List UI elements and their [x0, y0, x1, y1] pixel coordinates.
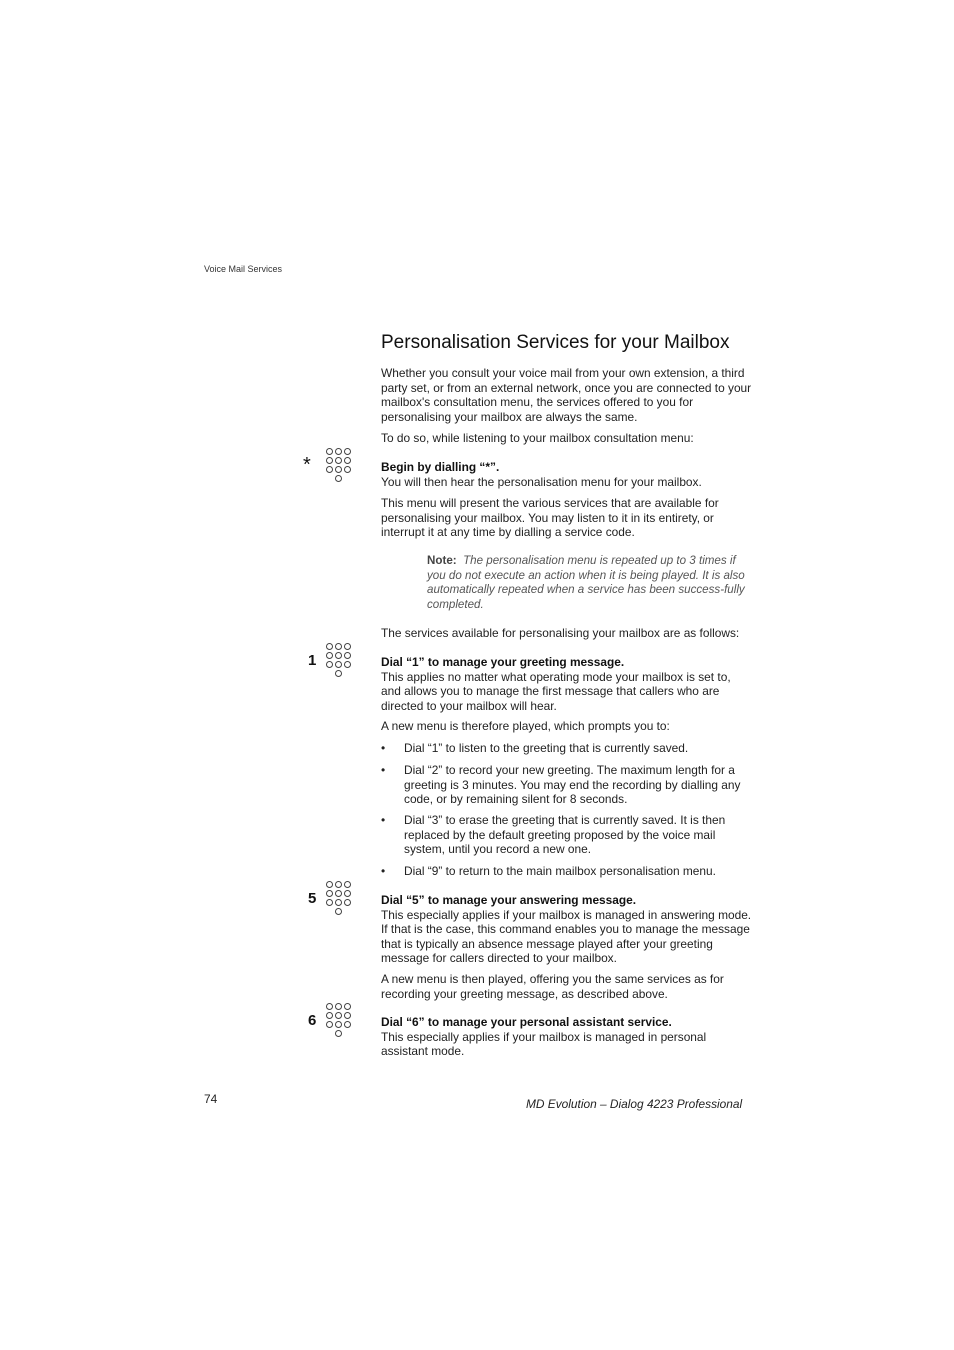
star-step-heading: Begin by dialling “*”.	[381, 460, 500, 474]
keypad-key	[335, 1012, 342, 1019]
keypad-key	[326, 1021, 333, 1028]
step-5	[381, 893, 753, 966]
keypad-key	[326, 661, 333, 668]
menu-description: This menu will present the various services that are available for personalising your mailbox. You may listen to it in its entirety, or interrupt it at any time by dialling a service code.	[381, 496, 719, 539]
star-step-text: You will then hear the personalisation menu for your mailbox.	[381, 474, 702, 489]
step-6-heading: Dial “6” to manage your personal assistant service.	[381, 1015, 672, 1029]
keypad-key	[326, 643, 333, 650]
keypad-key	[326, 1003, 333, 1010]
keypad-key	[335, 890, 342, 897]
step-1-heading: Dial “1” to manage your greeting message.	[381, 655, 625, 669]
keypad-key	[335, 881, 342, 888]
keypad-key	[335, 1030, 342, 1037]
keypad-key	[326, 881, 333, 888]
keypad-key	[344, 466, 351, 473]
key-1-label: 1	[308, 652, 317, 669]
keypad-key	[344, 1003, 351, 1010]
keypad-key	[335, 670, 342, 677]
keypad-key	[335, 457, 342, 464]
keypad-key	[335, 475, 342, 482]
step-1-text: This applies no matter what operating mode your mailbox is set to, and allows you to manage the first message that callers who are directed to your mailbox will hear.	[381, 669, 731, 713]
keypad-icon	[326, 643, 352, 677]
keypad-key	[344, 457, 351, 464]
keypad-key	[344, 448, 351, 455]
keypad-key	[326, 652, 333, 659]
intro-paragraph: Whether you consult your voice mail from your own extension, a third party set, or from an external network, once you are connected to your mailbox's consultation menu, the services offered to you for personalising your mailbox are always the same.	[381, 366, 752, 424]
note-label: Note:	[427, 554, 457, 567]
keypad-key	[335, 652, 342, 659]
keypad-key	[344, 899, 351, 906]
keypad-key	[335, 1003, 342, 1010]
keypad-key	[335, 908, 342, 915]
keypad-key	[326, 457, 333, 464]
keypad-key	[326, 448, 333, 455]
section-header: Voice Mail Services	[204, 264, 283, 274]
keypad-key	[344, 643, 351, 650]
step-1-menu-intro: A new menu is therefore played, which prompts you to:	[381, 719, 670, 733]
keypad-key	[344, 652, 351, 659]
keypad-icon	[326, 881, 352, 915]
keypad-icon	[326, 448, 352, 482]
keypad-icon	[326, 1003, 352, 1037]
keypad-key	[326, 899, 333, 906]
key-6-label: 6	[308, 1012, 317, 1029]
star-key-label: *	[303, 454, 311, 476]
page-title: Personalisation Services for your Mailbox	[381, 332, 730, 353]
step-1	[381, 655, 753, 713]
keypad-key	[344, 661, 351, 668]
keypad-key	[335, 466, 342, 473]
keypad-key	[335, 661, 342, 668]
keypad-key	[344, 881, 351, 888]
keypad-key	[344, 890, 351, 897]
step-6-text: This especially applies if your mailbox is managed in personal assistant mode.	[381, 1029, 707, 1058]
instruction-paragraph: To do so, while listening to your mailbox consultation menu:	[381, 431, 694, 445]
key-5-label: 5	[308, 890, 317, 907]
note-text: The personalisation menu is repeated up to 3 times if you do not execute an action when it is being played. It is also automatically repeated when a service has been success-fully completed.	[427, 554, 745, 611]
keypad-key	[344, 1012, 351, 1019]
services-intro: The services available for personalising your mailbox are as follows:	[381, 626, 740, 640]
star-step	[381, 460, 753, 489]
keypad-key	[335, 1021, 342, 1028]
step-5-menu-text: A new menu is then played, offering you the same services as for recording your greeting message, as described above.	[381, 972, 724, 1001]
step-5-heading: Dial “5” to manage your answering message.	[381, 893, 637, 907]
keypad-key	[344, 1021, 351, 1028]
keypad-key	[335, 448, 342, 455]
step-6	[381, 1015, 753, 1059]
note-block	[427, 554, 753, 612]
keypad-key	[335, 643, 342, 650]
footer-title: MD Evolution – Dialog 4223 Professional	[526, 1097, 743, 1111]
step-5-text: This especially applies if your mailbox is managed in answering mode. If that is the case, this command enables you to manage the message that is typically an absence message played after your greeting message for callers directed to your mailbox.	[381, 907, 752, 965]
keypad-key	[326, 890, 333, 897]
page-number: 74	[204, 1092, 218, 1106]
keypad-key	[326, 1012, 333, 1019]
keypad-key	[335, 899, 342, 906]
keypad-key	[326, 466, 333, 473]
